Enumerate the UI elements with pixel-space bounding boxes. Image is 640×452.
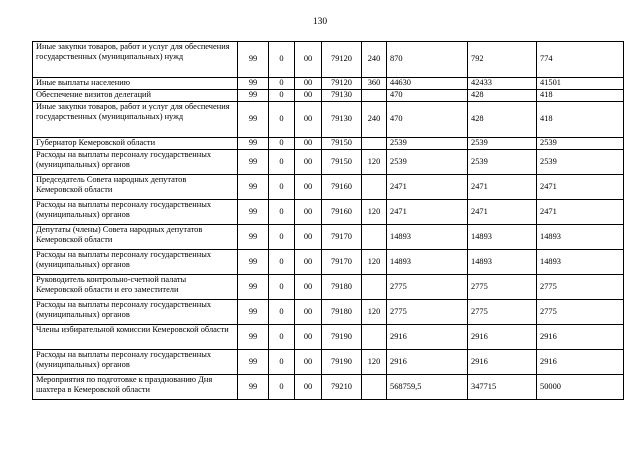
cell-section: 99 <box>238 250 269 275</box>
cell-expense-type: 120 <box>362 200 387 225</box>
cell-program-type: 00 <box>295 375 322 400</box>
cell-amount-year-3: 2471 <box>537 175 624 200</box>
cell-amount-year-1: 568759,5 <box>387 375 468 400</box>
cell-section: 99 <box>238 375 269 400</box>
cell-amount-year-1: 470 <box>387 102 468 138</box>
cell-name: Руководитель контрольно-счетной палаты Кемеровской области и его заместители <box>33 275 238 300</box>
cell-subsection: 0 <box>269 78 295 90</box>
cell-amount-year-2: 2539 <box>468 150 537 175</box>
cell-name: Губернатор Кемеровской области <box>33 138 238 150</box>
cell-amount-year-1: 14893 <box>387 250 468 275</box>
cell-target-code: 79160 <box>322 200 362 225</box>
cell-amount-year-1: 2775 <box>387 275 468 300</box>
cell-expense-type <box>362 375 387 400</box>
cell-program-type: 00 <box>295 200 322 225</box>
cell-section: 99 <box>238 200 269 225</box>
cell-amount-year-1: 2471 <box>387 200 468 225</box>
cell-amount-year-3: 14893 <box>537 225 624 250</box>
cell-expense-type <box>362 275 387 300</box>
cell-program-type: 00 <box>295 150 322 175</box>
cell-amount-year-2: 2539 <box>468 138 537 150</box>
budget-table <box>32 41 624 400</box>
cell-subsection: 0 <box>269 275 295 300</box>
cell-name: Расходы на выплаты персоналу государственных (муниципальных) органов <box>33 200 238 225</box>
cell-amount-year-1: 2775 <box>387 300 468 325</box>
cell-amount-year-1: 14893 <box>387 225 468 250</box>
cell-name: Расходы на выплаты персоналу государственных (муниципальных) органов <box>33 150 238 175</box>
cell-subsection: 0 <box>269 150 295 175</box>
cell-name: Председатель Совета народных депутатов Кемеровской области <box>33 175 238 200</box>
cell-amount-year-3: 2471 <box>537 200 624 225</box>
cell-subsection: 0 <box>269 225 295 250</box>
cell-target-code: 79190 <box>322 325 362 350</box>
table-row <box>33 300 624 325</box>
cell-amount-year-3: 418 <box>537 90 624 102</box>
cell-subsection: 0 <box>269 102 295 138</box>
cell-program-type: 00 <box>295 102 322 138</box>
cell-amount-year-2: 2916 <box>468 325 537 350</box>
cell-name: Депутаты (члены) Совета народных депутатов Кемеровской области <box>33 225 238 250</box>
cell-amount-year-3: 2916 <box>537 350 624 375</box>
cell-target-code: 79180 <box>322 275 362 300</box>
cell-section: 99 <box>238 78 269 90</box>
cell-program-type: 00 <box>295 175 322 200</box>
cell-amount-year-3: 2775 <box>537 300 624 325</box>
page-number: 130 <box>312 17 328 27</box>
cell-target-code: 79120 <box>322 78 362 90</box>
table-row <box>33 225 624 250</box>
cell-expense-type <box>362 138 387 150</box>
cell-program-type: 00 <box>295 225 322 250</box>
cell-name: Расходы на выплаты персоналу государственных (муниципальных) органов <box>33 300 238 325</box>
cell-target-code: 79170 <box>322 225 362 250</box>
cell-section: 99 <box>238 275 269 300</box>
cell-section: 99 <box>238 325 269 350</box>
cell-subsection: 0 <box>269 200 295 225</box>
cell-subsection: 0 <box>269 42 295 78</box>
cell-expense-type <box>362 175 387 200</box>
cell-amount-year-3: 2916 <box>537 325 624 350</box>
cell-expense-type: 120 <box>362 350 387 375</box>
cell-amount-year-2: 14893 <box>468 250 537 275</box>
table-row <box>33 350 624 375</box>
cell-amount-year-2: 2775 <box>468 300 537 325</box>
cell-amount-year-3: 774 <box>537 42 624 78</box>
cell-amount-year-2: 2471 <box>468 175 537 200</box>
cell-amount-year-2: 792 <box>468 42 537 78</box>
cell-subsection: 0 <box>269 250 295 275</box>
table-row <box>33 175 624 200</box>
cell-program-type: 00 <box>295 300 322 325</box>
cell-program-type: 00 <box>295 325 322 350</box>
cell-expense-type <box>362 225 387 250</box>
cell-section: 99 <box>238 225 269 250</box>
cell-name: Обеспечение визитов делегаций <box>33 90 238 102</box>
cell-subsection: 0 <box>269 350 295 375</box>
cell-amount-year-1: 470 <box>387 90 468 102</box>
cell-target-code: 79160 <box>322 175 362 200</box>
cell-amount-year-3: 50000 <box>537 375 624 400</box>
cell-section: 99 <box>238 150 269 175</box>
table-row <box>33 78 624 90</box>
cell-subsection: 0 <box>269 90 295 102</box>
cell-amount-year-3: 2775 <box>537 275 624 300</box>
cell-expense-type: 120 <box>362 300 387 325</box>
table-row <box>33 275 624 300</box>
cell-target-code: 79130 <box>322 102 362 138</box>
table-row <box>33 250 624 275</box>
cell-target-code: 79120 <box>322 42 362 78</box>
table-row <box>33 138 624 150</box>
cell-name: Иные закупки товаров, работ и услуг для обеспечения государственных (муниципальных) нужд <box>33 102 238 138</box>
cell-section: 99 <box>238 102 269 138</box>
cell-name: Члены избирательной комиссии Кемеровской области <box>33 325 238 350</box>
cell-expense-type: 240 <box>362 42 387 78</box>
cell-section: 99 <box>238 350 269 375</box>
cell-amount-year-1: 2471 <box>387 175 468 200</box>
cell-amount-year-1: 2916 <box>387 325 468 350</box>
cell-amount-year-1: 2539 <box>387 150 468 175</box>
table-row <box>33 90 624 102</box>
cell-section: 99 <box>238 90 269 102</box>
cell-expense-type <box>362 90 387 102</box>
cell-name: Иные выплаты населению <box>33 78 238 90</box>
cell-amount-year-3: 2539 <box>537 138 624 150</box>
cell-amount-year-3: 14893 <box>537 250 624 275</box>
cell-amount-year-3: 418 <box>537 102 624 138</box>
cell-program-type: 00 <box>295 138 322 150</box>
cell-program-type: 00 <box>295 250 322 275</box>
cell-amount-year-3: 41501 <box>537 78 624 90</box>
cell-amount-year-2: 2471 <box>468 200 537 225</box>
budget-table-body <box>33 42 624 400</box>
cell-program-type: 00 <box>295 78 322 90</box>
cell-expense-type: 360 <box>362 78 387 90</box>
cell-amount-year-2: 2775 <box>468 275 537 300</box>
cell-target-code: 79210 <box>322 375 362 400</box>
cell-program-type: 00 <box>295 275 322 300</box>
cell-program-type: 00 <box>295 42 322 78</box>
cell-amount-year-1: 2916 <box>387 350 468 375</box>
table-row <box>33 42 624 78</box>
cell-target-code: 79150 <box>322 138 362 150</box>
cell-amount-year-1: 2539 <box>387 138 468 150</box>
cell-target-code: 79180 <box>322 300 362 325</box>
cell-expense-type <box>362 325 387 350</box>
cell-subsection: 0 <box>269 375 295 400</box>
cell-amount-year-3: 2539 <box>537 150 624 175</box>
cell-target-code: 79170 <box>322 250 362 275</box>
table-row <box>33 375 624 400</box>
cell-program-type: 00 <box>295 350 322 375</box>
table-row <box>33 200 624 225</box>
cell-program-type: 00 <box>295 90 322 102</box>
cell-amount-year-1: 870 <box>387 42 468 78</box>
cell-section: 99 <box>238 42 269 78</box>
cell-target-code: 79150 <box>322 150 362 175</box>
table-row <box>33 102 624 138</box>
cell-amount-year-2: 428 <box>468 102 537 138</box>
cell-name: Расходы на выплаты персоналу государственных (муниципальных) органов <box>33 250 238 275</box>
table-row <box>33 325 624 350</box>
cell-section: 99 <box>238 138 269 150</box>
cell-expense-type: 120 <box>362 250 387 275</box>
cell-name: Иные закупки товаров, работ и услуг для обеспечения государственных (муниципальных) нужд <box>33 42 238 78</box>
cell-target-code: 79190 <box>322 350 362 375</box>
cell-subsection: 0 <box>269 138 295 150</box>
cell-amount-year-2: 347715 <box>468 375 537 400</box>
cell-expense-type: 120 <box>362 150 387 175</box>
cell-amount-year-2: 2916 <box>468 350 537 375</box>
cell-subsection: 0 <box>269 325 295 350</box>
cell-subsection: 0 <box>269 300 295 325</box>
cell-section: 99 <box>238 175 269 200</box>
cell-amount-year-1: 44630 <box>387 78 468 90</box>
cell-name: Расходы на выплаты персоналу государственных (муниципальных) органов <box>33 350 238 375</box>
cell-name: Мероприятия по подготовке к празднованию Дня шахтера в Кемеровской области <box>33 375 238 400</box>
cell-target-code: 79130 <box>322 90 362 102</box>
cell-section: 99 <box>238 300 269 325</box>
cell-amount-year-2: 42433 <box>468 78 537 90</box>
cell-expense-type: 240 <box>362 102 387 138</box>
cell-subsection: 0 <box>269 175 295 200</box>
cell-amount-year-2: 428 <box>468 90 537 102</box>
cell-amount-year-2: 14893 <box>468 225 537 250</box>
table-row <box>33 150 624 175</box>
